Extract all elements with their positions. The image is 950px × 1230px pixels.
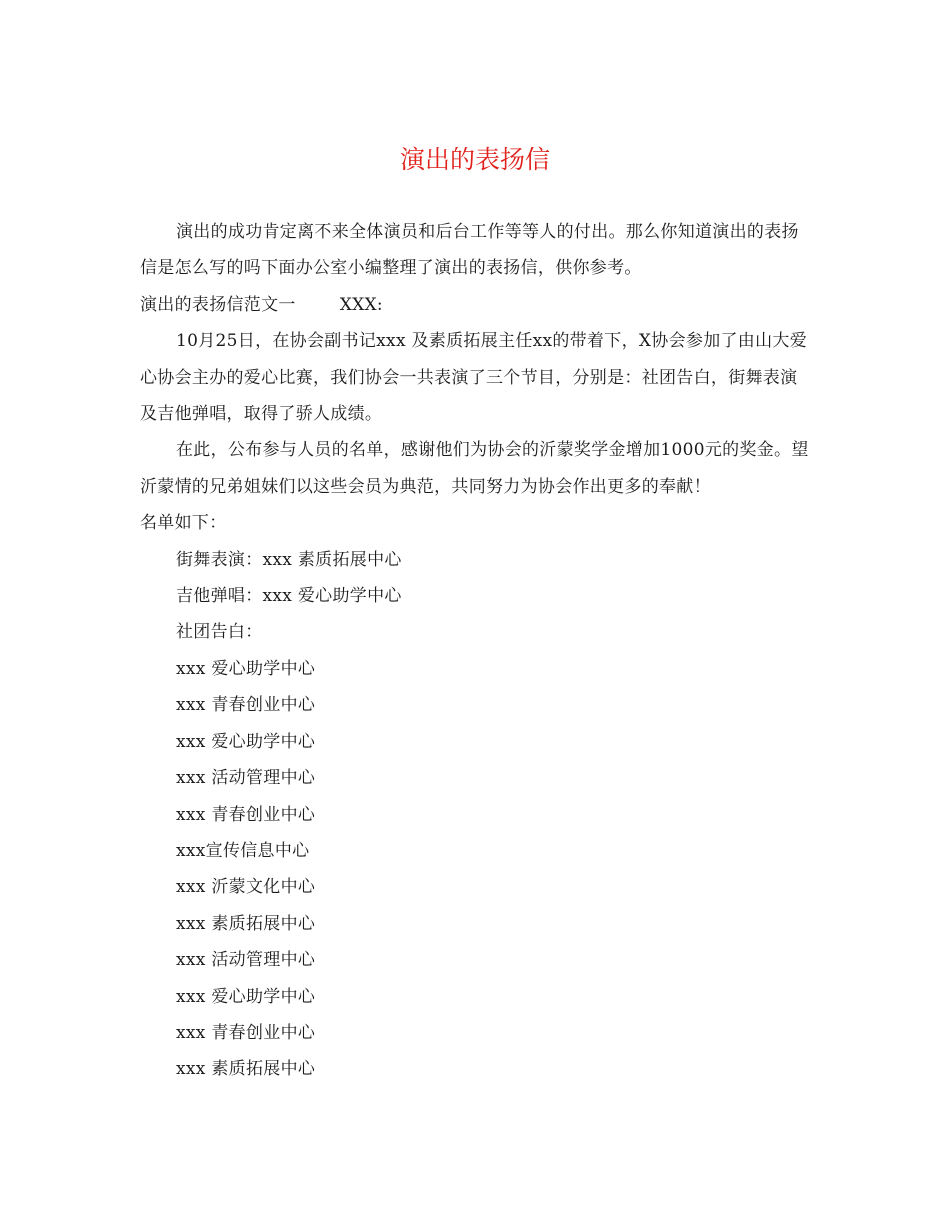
document-title: 演出的表扬信 [399,145,550,174]
document-body [140,214,812,1088]
list-item: xxx 活动管理中心 [176,950,316,971]
list-item: 街舞表演：xxx 素质拓展中心 [176,549,402,570]
list-item: 吉他弹唱：xxx 爱心助学中心 [176,586,402,607]
list-item: xxx 爱心助学中心 [176,986,316,1007]
intro-paragraph: 演出的成功肯定离不来全体演员和后台工作等等人的付出。那么你知道演出的表扬信是怎么写的吗下面办公室小编整理了演出的表扬信，供你参考。 [140,222,799,279]
sample-heading: 演出的表扬信范文一 [140,294,296,315]
list-item: xxx 沂蒙文化中心 [176,877,316,898]
list-item: xxx 青春创业中心 [176,804,316,825]
paragraph-1: 10月25日，在协会副书记xxx 及素质拓展主任xx的带着下，X协会参加了由山大爱心协会主办的爱心比赛，我们协会一共表演了三个节目，分别是：社团告白，街舞表演及吉他弹唱，取得了骄人成绩。 [140,331,808,425]
list-item: xxx 爱心助学中心 [176,658,316,679]
list-item: xxx 爱心助学中心 [176,731,316,752]
salutation: XXX: [339,294,383,315]
list-item: xxx宣传信息中心 [176,840,310,861]
list-item: 社团告白： [176,622,263,643]
list-intro: 名单如下： [140,513,227,534]
sample-heading-line [140,287,812,323]
member-list [140,542,812,1088]
list-item: xxx 青春创业中心 [176,1022,316,1043]
list-item: xxx 青春创业中心 [176,695,316,716]
list-item: xxx 活动管理中心 [176,768,316,789]
list-item: xxx 素质拓展中心 [176,1059,316,1080]
paragraph-2: 在此，公布参与人员的名单，感谢他们为协会的沂蒙奖学金增加1000元的奖金。望沂蒙情的兄弟姐妹们以这些会员为典范，共同努力为协会作出更多的奉献！ [140,440,809,497]
list-item: xxx 素质拓展中心 [176,913,316,934]
